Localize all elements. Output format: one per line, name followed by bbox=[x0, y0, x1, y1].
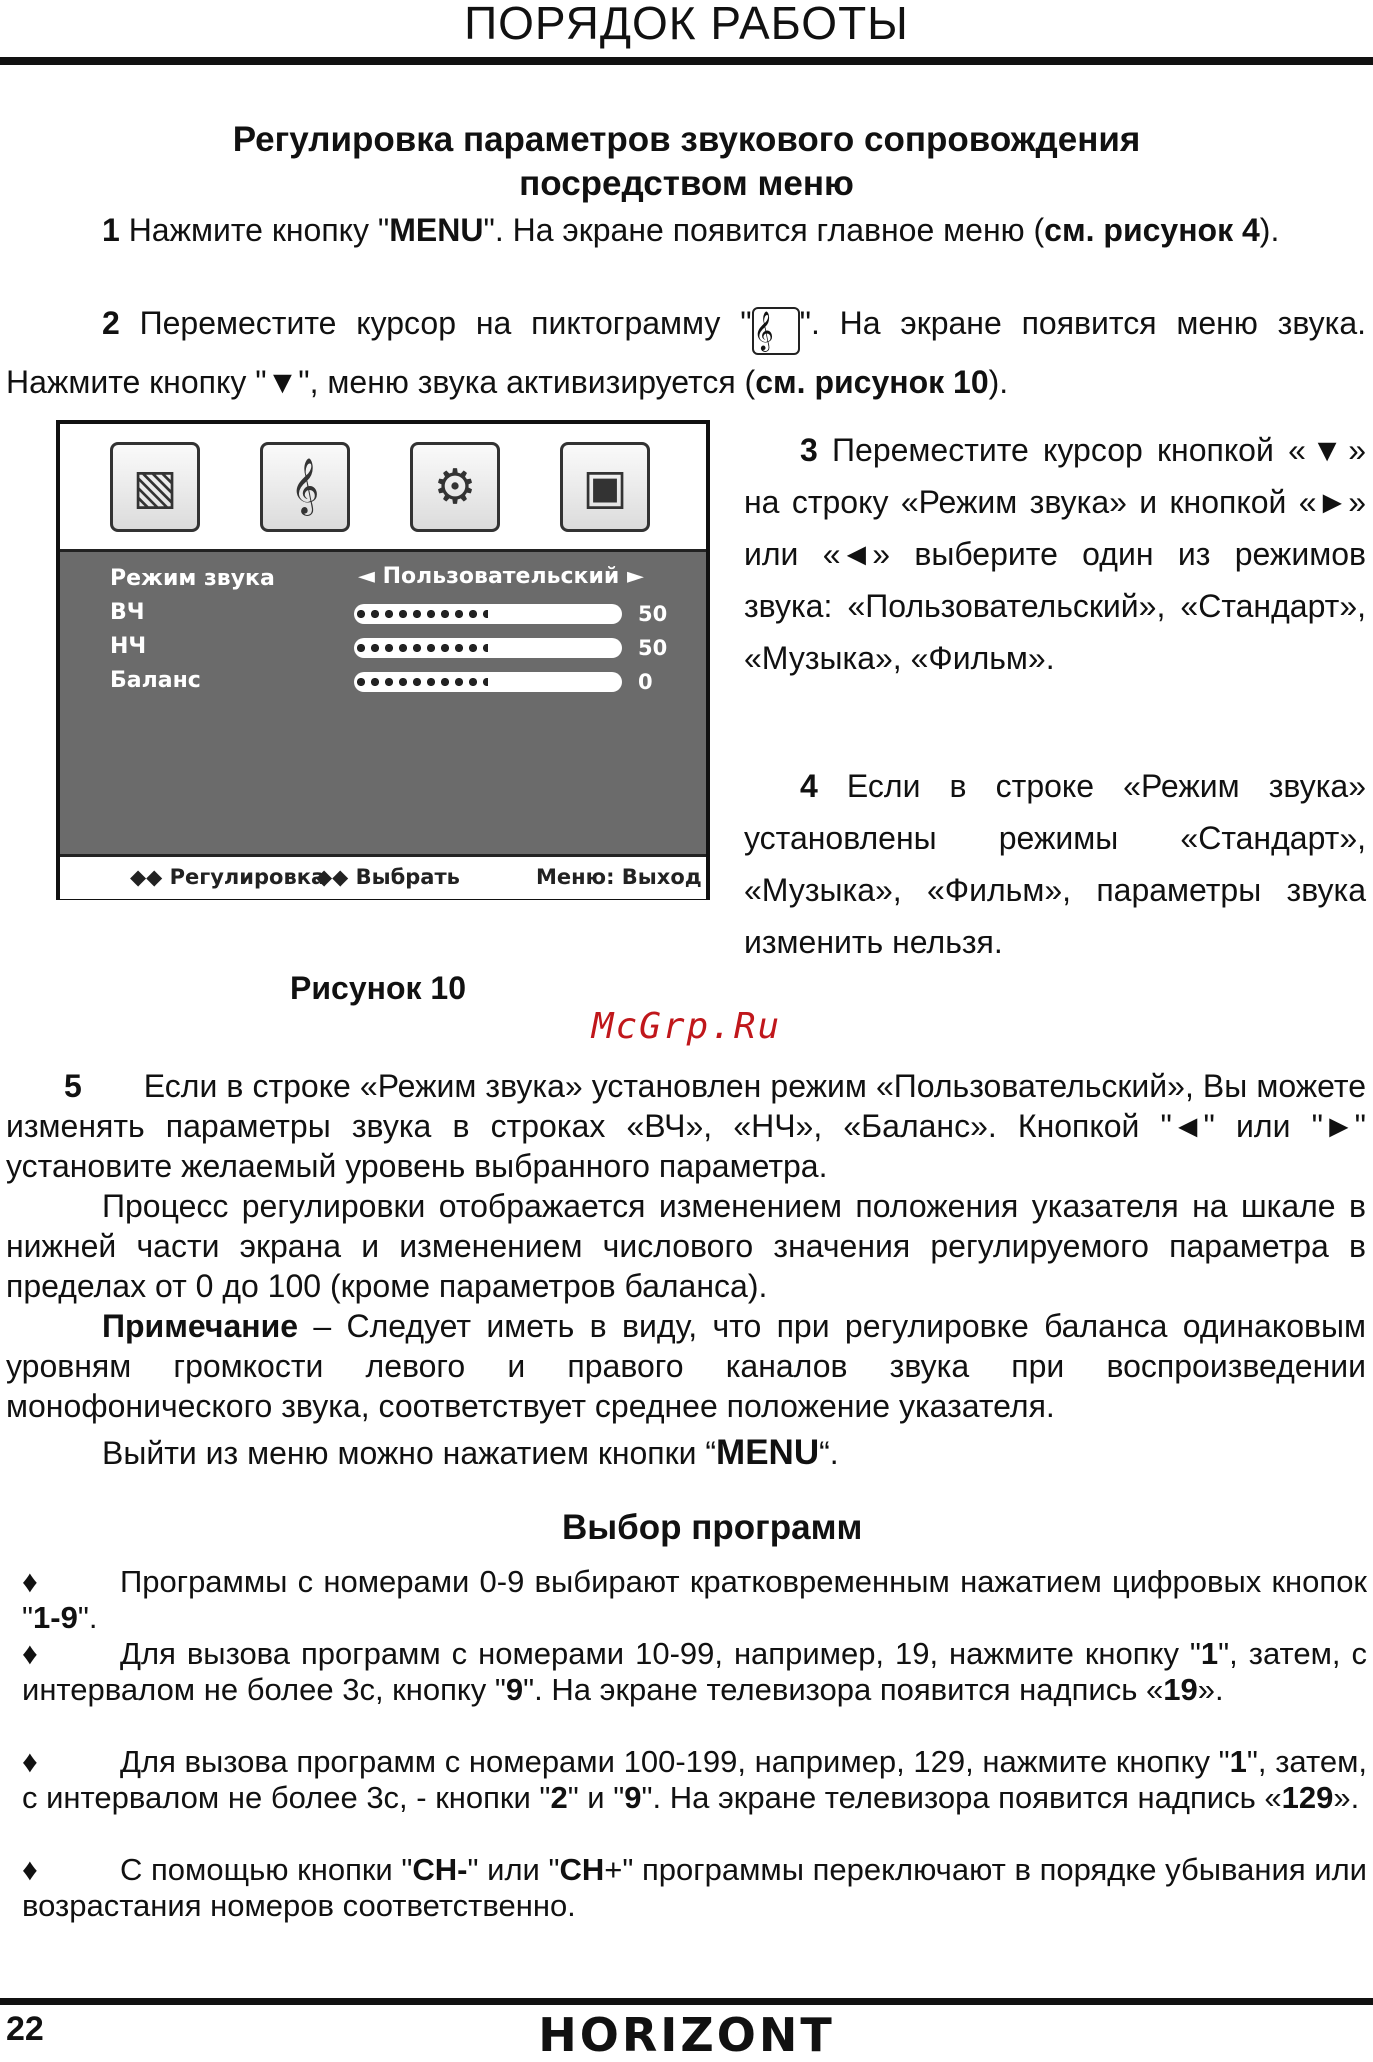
step-number: 5 bbox=[64, 1068, 82, 1104]
key-label: 2 bbox=[550, 1780, 568, 1815]
bullet-text: " и " bbox=[567, 1780, 625, 1815]
step-text: Если в строке «Режим звука» установлен режим «Пользовательский», Вы можете изменять параметры звука в строках «ВЧ», «НЧ», «Баланс». Кнопкой "◄" или "►" установите желаемый уровень выбранного параметра. bbox=[6, 1068, 1366, 1184]
menu-key: MENU bbox=[716, 1433, 820, 1472]
section-title-programs: Выбор программ bbox=[562, 1508, 863, 1547]
menu-key: MENU bbox=[389, 212, 484, 248]
step-3 bbox=[744, 424, 1366, 684]
bullet-text: Для вызова программ с номерами 10-99, например, 19, нажмите кнопку " bbox=[120, 1636, 1201, 1671]
bass-value: 50 bbox=[638, 636, 668, 660]
bullet-text: " или " bbox=[467, 1852, 560, 1887]
step-number: 3 bbox=[800, 432, 818, 468]
step-number: 4 bbox=[800, 768, 818, 804]
step-2 bbox=[6, 296, 1366, 409]
hint-adjust: ◆◆ Регулировка bbox=[130, 865, 326, 889]
sound-mode-value: ◄ Пользовательский ► bbox=[358, 564, 644, 589]
section-title-sound bbox=[0, 118, 1373, 206]
treble-slider bbox=[354, 604, 622, 624]
footer-rule bbox=[0, 1998, 1373, 2005]
row-label-treble: ВЧ bbox=[110, 600, 145, 625]
note-text: – Следует иметь в виду, что при регулировке баланса одинаковым уровням громкости левого и правого каналов звука при воспроизведении монофонического звука, соответствует среднее положение указателя. bbox=[6, 1308, 1366, 1424]
key-label: 9 bbox=[505, 1672, 524, 1707]
row-label-bass: НЧ bbox=[110, 634, 147, 659]
process-paragraph bbox=[6, 1186, 1366, 1306]
tv-icon: ▣ bbox=[560, 442, 650, 532]
header-rule bbox=[0, 57, 1373, 65]
step-text: ". На экране появится главное меню ( bbox=[483, 212, 1045, 248]
bass-slider bbox=[354, 638, 622, 658]
step-text: ). bbox=[1259, 212, 1280, 248]
key-label: 1 bbox=[1200, 1636, 1219, 1671]
section-title-line1: Регулировка параметров звукового сопровождения bbox=[232, 120, 1141, 159]
balance-value: 0 bbox=[638, 670, 653, 694]
step-1 bbox=[6, 214, 1366, 247]
step-text: ", меню звука активизируется ( bbox=[298, 364, 756, 400]
bullet-icon: ♦ bbox=[22, 1636, 38, 1671]
key-label: CH- bbox=[412, 1852, 468, 1887]
bullet-text: Программы с номерами 0-9 выбирают кратковременным нажатием цифровых кнопок " bbox=[22, 1564, 1367, 1635]
sound-menu-figure bbox=[56, 420, 710, 900]
bullet-icon: ♦ bbox=[22, 1852, 38, 1887]
page-number: 22 bbox=[6, 2010, 44, 2048]
bullet-item bbox=[22, 1852, 1367, 1924]
watermark: McGrp.Ru bbox=[591, 1006, 782, 1047]
figure-ref: см. рисунок 4 bbox=[1044, 212, 1260, 248]
row-label-balance: Баланс bbox=[110, 668, 201, 693]
figure-ref: см. рисунок 10 bbox=[755, 364, 989, 400]
bullet-text: ", затем, с интервалом не более 3с, - кнопки " bbox=[22, 1744, 1367, 1815]
bullet-text: Для вызова программ с номерами 100-199, например, 129, нажмите кнопку " bbox=[120, 1744, 1230, 1779]
bullet-text: ". На экране телевизора появится надпись « bbox=[641, 1780, 1282, 1815]
step-text: Переместите курсор кнопкой «▼» на строку «Режим звука» и кнопкой «►» или «◄» выберите один из режимов звука: «Пользовательский», «Стандарт», «Музыка», «Фильм». bbox=[744, 432, 1366, 676]
bullet-text: ", затем, с интервалом не более 3с, кнопку " bbox=[22, 1636, 1367, 1707]
step-text: Переместите курсор на пиктограмму " bbox=[119, 305, 752, 341]
bullet-item bbox=[22, 1744, 1367, 1816]
menu-icon-bar bbox=[60, 424, 706, 552]
exit-line bbox=[6, 1433, 1366, 1472]
brand-logo: HORIZONT bbox=[538, 2008, 835, 2062]
slider-fill bbox=[354, 672, 488, 692]
bullet-text: С помощью кнопки " bbox=[120, 1852, 413, 1887]
step-4 bbox=[744, 760, 1366, 968]
picture-icon: ▧ bbox=[110, 442, 200, 532]
hint-exit: Меню: Выход bbox=[536, 865, 702, 889]
key-label: CH bbox=[559, 1852, 605, 1887]
down-arrow-icon: ▼ bbox=[266, 364, 299, 400]
row-label-sound-mode: Режим звука bbox=[110, 566, 275, 591]
bullet-item bbox=[22, 1636, 1367, 1708]
key-label: 9 bbox=[624, 1780, 642, 1815]
bullet-icon: ♦ bbox=[22, 1744, 38, 1779]
paragraph-text: “. bbox=[819, 1435, 839, 1471]
page-header bbox=[0, 0, 1373, 68]
step-number: 2 bbox=[102, 305, 120, 341]
music-note-icon: 𝄞 bbox=[260, 442, 350, 532]
step-text: ". На экране появится меню звука. Нажмите кнопку " bbox=[6, 305, 1367, 400]
music-note-icon: 𝄞 bbox=[752, 307, 800, 355]
slider-fill bbox=[354, 638, 488, 658]
step-text: ). bbox=[988, 364, 1009, 400]
bullet-text: ". На экране телевизора появится надпись « bbox=[523, 1672, 1164, 1707]
paragraph-text: Процесс регулировки отображается изменением положения указателя на шкале в нижней части экрана и изменением числового значения регулируемого параметра в пределах от 0 до 100 (кроме параметров баланса). bbox=[6, 1188, 1366, 1304]
balance-slider bbox=[354, 672, 622, 692]
page-title: ПОРЯДОК РАБОТЫ bbox=[464, 0, 909, 49]
menu-settings-panel bbox=[60, 552, 706, 854]
note-paragraph bbox=[6, 1306, 1366, 1426]
bullet-text: +" программы переключают в порядке убывания или возрастания номеров соответственно. bbox=[22, 1852, 1367, 1923]
paragraph-text: Выйти из меню можно нажатием кнопки “ bbox=[102, 1435, 717, 1471]
step-5 bbox=[6, 1066, 1366, 1186]
key-label: 1 bbox=[1229, 1744, 1247, 1779]
slider-fill bbox=[354, 604, 488, 624]
section-title-line2: посредством меню bbox=[519, 164, 854, 203]
note-label: Примечание bbox=[102, 1308, 299, 1344]
menu-hint-bar bbox=[60, 854, 706, 899]
step-text: Если в строке «Режим звука» установлены режимы «Стандарт», «Музыка», «Фильм», параметры звука изменить нельзя. bbox=[744, 768, 1366, 960]
step-text: Нажмите кнопку " bbox=[119, 212, 390, 248]
bullet-text: ». bbox=[1197, 1672, 1224, 1707]
bullet-icon: ♦ bbox=[22, 1564, 38, 1599]
bullet-text: ». bbox=[1333, 1780, 1360, 1815]
bullet-text: ". bbox=[77, 1600, 98, 1635]
treble-value: 50 bbox=[638, 602, 668, 626]
hint-select: ◆◆ Выбрать bbox=[316, 865, 460, 889]
gear-icon: ⚙ bbox=[410, 442, 500, 532]
figure-caption: Рисунок 10 bbox=[290, 970, 466, 1006]
key-label: 19 bbox=[1163, 1672, 1198, 1707]
step-number: 1 bbox=[102, 212, 120, 248]
bullet-item bbox=[22, 1564, 1367, 1636]
key-label: 1-9 bbox=[33, 1600, 78, 1635]
key-label: 129 bbox=[1281, 1780, 1334, 1815]
